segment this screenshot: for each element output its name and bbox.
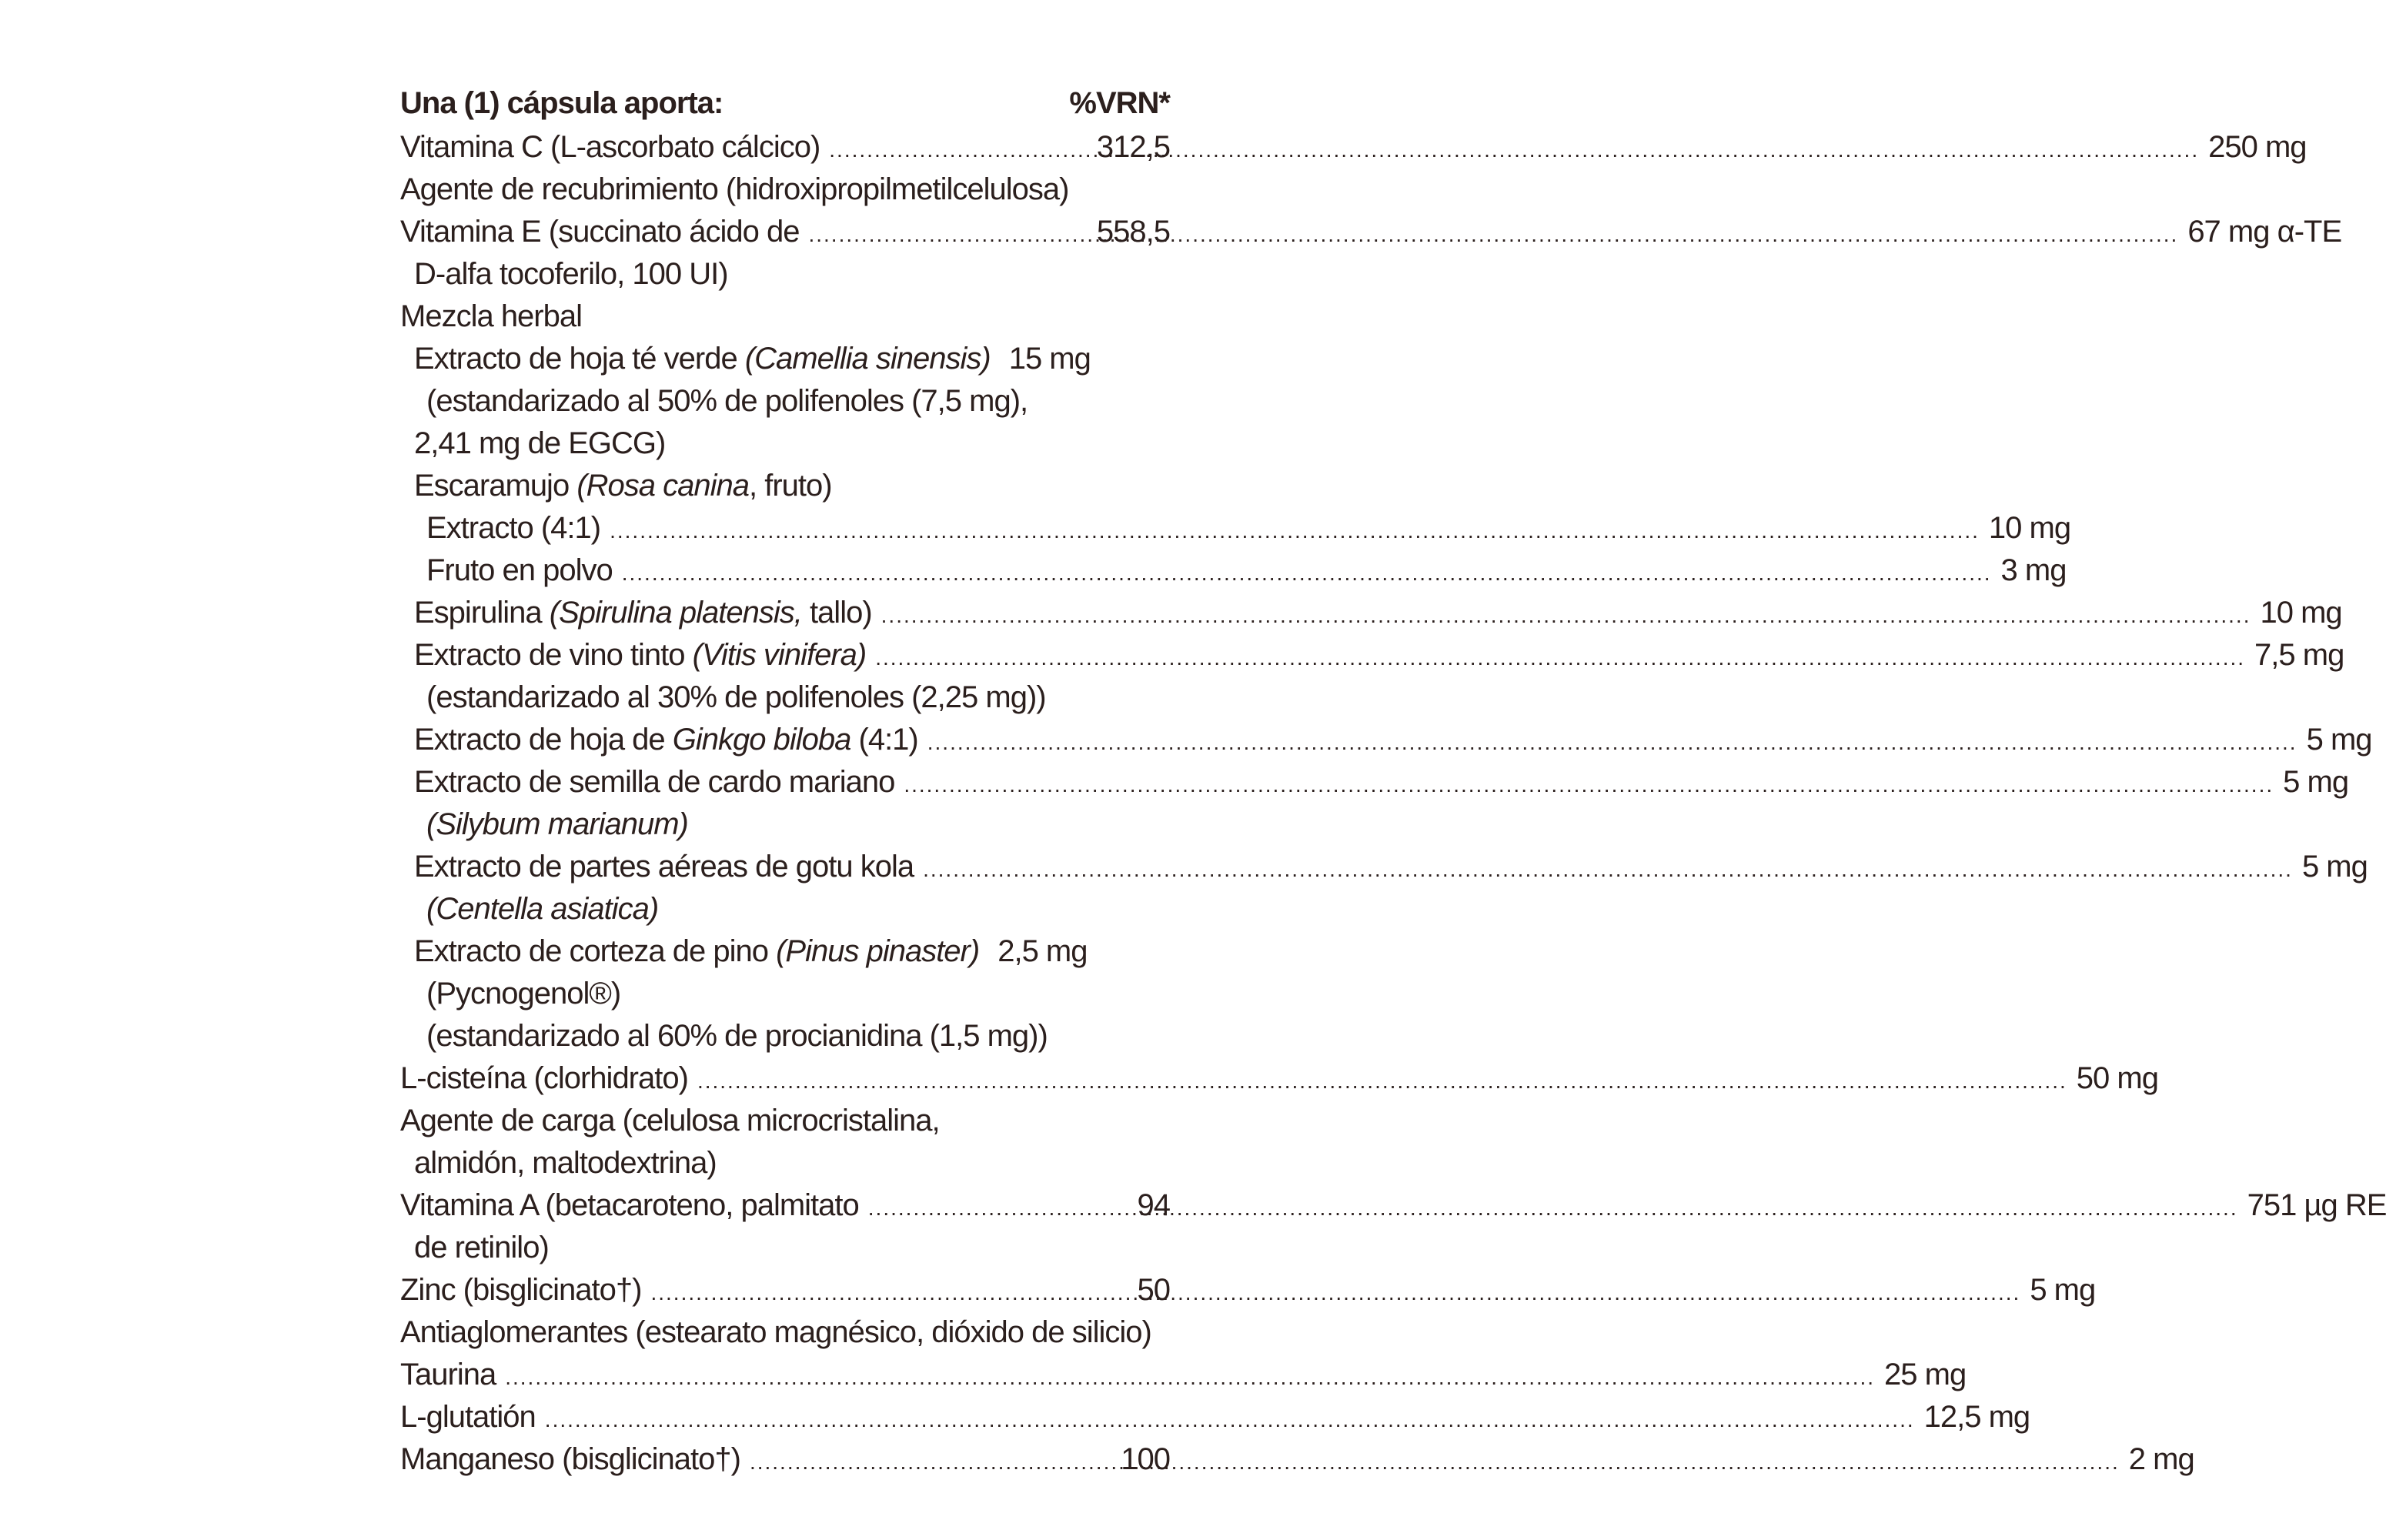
label-part: tallo) [801, 596, 872, 630]
row-body [426, 803, 688, 846]
row-body [426, 888, 658, 930]
row-body [400, 1057, 2158, 1100]
label-part: (estandarizado al 50% de polifenoles (7,5 mg), [426, 384, 1028, 418]
vrn-value: 100 [1121, 1442, 1170, 1476]
table-row [400, 1184, 2386, 1227]
label-part: Vitamina A (betacaroteno, palmitato [400, 1188, 859, 1222]
vrn-value: 312,5 [1096, 130, 1170, 164]
table-row [400, 1142, 1170, 1184]
ingredient-amount: 10 mg [2260, 596, 2342, 630]
dot-leader [875, 636, 2245, 679]
ingredient-label [426, 888, 658, 930]
label-part: Taurina [400, 1358, 496, 1391]
ingredient-label [426, 507, 600, 550]
ingredient-label [414, 338, 991, 380]
label-part: Extracto (4:1) [426, 511, 601, 545]
row-body [414, 634, 2344, 676]
dot-leader [610, 509, 1980, 552]
label-part: L-glutatión [400, 1400, 536, 1434]
label-part: Agente de carga (celulosa microcristalina, [400, 1104, 940, 1137]
label-part: Escaramujo [414, 469, 577, 503]
ingredient-label [400, 1311, 1151, 1354]
table-row [400, 846, 2368, 888]
ingredient-label [414, 253, 728, 296]
label-part: 2,41 mg de EGCG) [414, 426, 666, 460]
ingredient-amount: 751 µg RE [2247, 1188, 2386, 1222]
label-italic-part: (Silybum marianum) [426, 807, 688, 841]
table-row [400, 423, 1170, 465]
label-part: (estandarizado al 30% de polifenoles (2,25 mg)) [426, 680, 1046, 714]
row-body [426, 507, 2071, 550]
dot-leader [545, 1398, 1915, 1441]
ingredient-amount: 15 mg [1008, 342, 1091, 376]
table-row [400, 296, 1170, 338]
label-italic-part: Ginkgo biloba [672, 723, 851, 757]
label-part: Manganeso (bisglicinato†) [400, 1442, 740, 1476]
ingredient-amount: 5 mg [2283, 765, 2349, 799]
ingredient-amount: 7,5 mg [2254, 638, 2344, 672]
label-italic-part: (Vitis vinifera) [692, 638, 867, 672]
dot-leader [622, 552, 1992, 594]
dot-leader [697, 1060, 2067, 1102]
label-italic-part: (Pinus pinaster) [776, 934, 980, 968]
row-body [414, 253, 728, 296]
ingredient-amount: 2 mg [2128, 1442, 2194, 1476]
table-row [400, 211, 2342, 253]
ingredient-amount: 5 mg [2306, 723, 2372, 757]
table-row [400, 719, 2372, 761]
label-part: Agente de recubrimiento (hidroxipropilmetilcelulosa) [400, 172, 1069, 206]
table-row [400, 550, 2067, 592]
ingredient-amount: 3 mg [2000, 553, 2067, 587]
table-row [400, 1438, 2194, 1481]
row-body [426, 676, 1046, 719]
label-italic-part: (Centella asiatica) [426, 892, 659, 926]
ingredient-label [414, 634, 866, 676]
ingredient-label [426, 973, 620, 1015]
ingredient-label [400, 1184, 859, 1227]
label-part: (estandarizado al 60% de procianidina (1,5 mg)) [426, 1019, 1048, 1053]
label-part: L-cisteína (clorhidrato) [400, 1061, 688, 1095]
dot-leader [829, 129, 2199, 171]
label-part: , fruto) [749, 469, 832, 503]
row-body [414, 338, 1091, 380]
dot-leader [927, 721, 2297, 763]
table-row [400, 465, 1170, 507]
row-body [414, 1227, 549, 1269]
ingredient-amount: 67 mg α-TE [2187, 215, 2342, 249]
ingredient-amount: 12,5 mg [1923, 1400, 2030, 1434]
ingredient-label [400, 1354, 496, 1396]
row-body [426, 380, 1028, 423]
ingredient-label [400, 1438, 740, 1481]
table-row [400, 1311, 1170, 1354]
ingredient-amount: 5 mg [2301, 850, 2368, 884]
row-body [414, 1142, 717, 1184]
table-row [400, 888, 1170, 930]
dot-leader [650, 1271, 2020, 1314]
label-part: Vitamina E (succinato ácido de [400, 215, 800, 249]
dot-leader [505, 1356, 1875, 1398]
row-body [414, 423, 665, 465]
ingredient-amount: 2,5 mg [998, 934, 1088, 968]
ingredient-label [400, 169, 1068, 211]
row-body [400, 1354, 1967, 1396]
ingredient-label [426, 676, 1046, 719]
label-italic-part: (Rosa canina [576, 469, 749, 503]
label-part: Extracto de corteza de pino [414, 934, 777, 968]
table-row [400, 1100, 1170, 1142]
table-header [400, 80, 1170, 126]
label-part: (4:1) [850, 723, 918, 757]
row-body [400, 169, 1068, 211]
ingredient-label [400, 296, 582, 338]
ingredient-label [426, 550, 613, 592]
table-row [400, 507, 2071, 550]
row-body [400, 1311, 1151, 1354]
table-row [400, 380, 1170, 423]
table-row [400, 169, 1170, 211]
row-body [426, 973, 620, 1015]
ingredient-label [400, 1100, 940, 1142]
ingredient-amount: 25 mg [1884, 1358, 1967, 1391]
ingredient-amount: 50 mg [2076, 1061, 2158, 1095]
vrn-value: 50 [1137, 1273, 1170, 1307]
header-title: Una (1) cápsula aporta: [400, 86, 723, 120]
row-body [414, 930, 1088, 973]
table-row [400, 338, 1170, 380]
dot-leader [750, 1441, 2120, 1483]
row-body [426, 550, 2067, 592]
table-row [400, 592, 2342, 634]
label-part: Espirulina [414, 596, 550, 630]
row-body [414, 846, 2368, 888]
row-body [414, 761, 2349, 803]
label-part: de retinilo) [414, 1231, 549, 1264]
dot-leader [868, 1187, 2238, 1229]
label-part: almidón, maltodextrina) [414, 1146, 717, 1180]
table-row [400, 1227, 1170, 1269]
ingredient-label [414, 846, 914, 888]
label-part: Extracto de semilla de cardo mariano [414, 765, 895, 799]
supplement-facts-table [400, 80, 2386, 1481]
label-part: (Pycnogenol®) [426, 977, 621, 1011]
ingredient-list [400, 126, 2386, 1481]
label-part: Vitamina C (L-ascorbato cálcico) [400, 130, 820, 164]
ingredient-label [414, 930, 979, 973]
ingredient-label [400, 1057, 688, 1100]
table-row [400, 1057, 2158, 1100]
table-row [400, 634, 2344, 676]
label-part: Fruto en polvo [426, 553, 613, 587]
ingredient-label [426, 1015, 1048, 1057]
label-part: Antiaglomerantes (estearato magnésico, dióxido de silicio) [400, 1315, 1151, 1349]
row-body [414, 465, 832, 507]
table-row [400, 676, 1170, 719]
ingredient-label [426, 380, 1028, 423]
table-row [400, 803, 1170, 846]
ingredient-label [400, 126, 820, 169]
table-row [400, 1354, 1967, 1396]
table-row [400, 1269, 2096, 1311]
label-part: Extracto de vino tinto [414, 638, 693, 672]
table-row [400, 930, 1170, 973]
row-body [414, 592, 2342, 634]
row-body [400, 296, 582, 338]
label-part: Extracto de partes aéreas de gotu kola [414, 850, 914, 884]
ingredient-label [414, 592, 872, 634]
label-italic-part: (Spirulina platensis, [549, 596, 802, 630]
row-body [414, 719, 2372, 761]
ingredient-label [400, 1269, 641, 1311]
ingredient-label [414, 761, 894, 803]
ingredient-amount: 10 mg [1988, 511, 2071, 545]
row-body [426, 1015, 1048, 1057]
ingredient-amount: 250 mg [2208, 130, 2307, 164]
dot-leader [881, 594, 2251, 636]
label-italic-part: (Camellia sinensis) [744, 342, 991, 376]
ingredient-label [426, 803, 688, 846]
table-row [400, 126, 2307, 169]
dot-leader [904, 763, 2274, 806]
table-row [400, 1396, 2030, 1438]
ingredient-label [414, 1227, 549, 1269]
dot-leader [808, 213, 2178, 256]
row-body [400, 1100, 940, 1142]
dot-leader [923, 848, 2293, 890]
table-row [400, 1015, 1170, 1057]
label-part: Extracto de hoja té verde [414, 342, 745, 376]
ingredient-label [400, 211, 799, 253]
ingredient-label [414, 465, 832, 507]
table-row [400, 973, 1170, 1015]
table-row [400, 761, 2349, 803]
label-part: Mezcla herbal [400, 299, 583, 333]
vrn-value: 94 [1137, 1188, 1170, 1222]
ingredient-label [414, 719, 918, 761]
vrn-value: 558,5 [1096, 215, 1170, 249]
label-part: D-alfa tocoferilo, 100 UI) [414, 257, 728, 291]
ingredient-label [414, 423, 665, 465]
ingredient-amount: 5 mg [2030, 1273, 2096, 1307]
ingredient-label [414, 1142, 717, 1184]
label-part: Extracto de hoja de [414, 723, 673, 757]
ingredient-label [400, 1396, 536, 1438]
header-vrn: %VRN* [1069, 86, 1170, 120]
row-body [400, 1396, 2030, 1438]
label-part: Zinc (bisglicinato†) [400, 1273, 642, 1307]
table-row [400, 253, 1170, 296]
